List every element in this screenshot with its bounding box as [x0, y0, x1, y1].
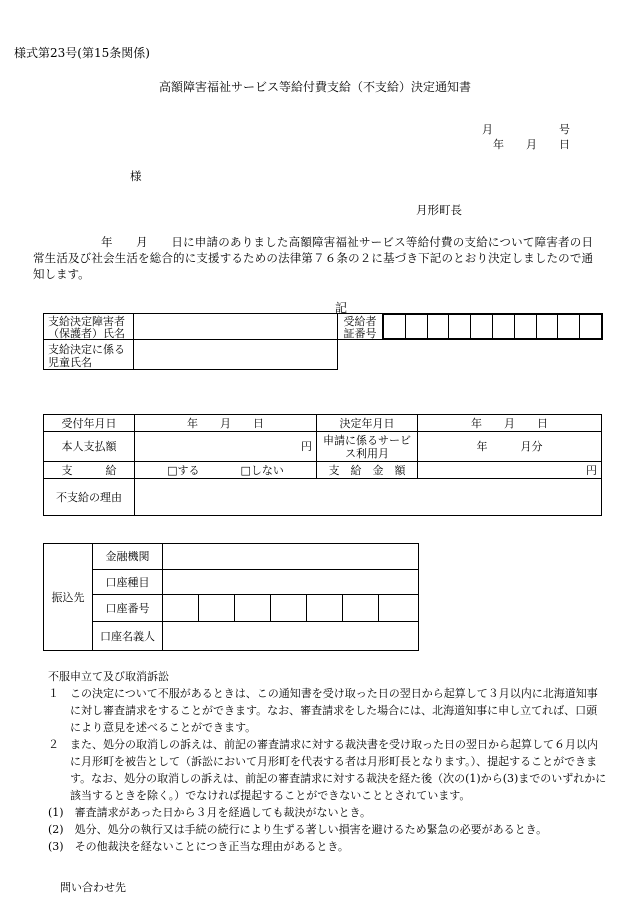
account-type-field[interactable]	[163, 570, 419, 595]
contact-label: 問い合わせ先	[60, 881, 126, 894]
recipient-number-field[interactable]	[382, 313, 603, 340]
reason-field[interactable]	[135, 479, 602, 516]
account-digit-5[interactable]	[307, 595, 343, 622]
decision-table	[43, 414, 602, 516]
option-yes-checkbox[interactable]: □する	[167, 463, 200, 477]
account-digit-3[interactable]	[235, 595, 271, 622]
account-type-label: 口座種目	[93, 570, 163, 595]
received-label: 受付年月日	[44, 415, 135, 432]
account-holder-field[interactable]	[163, 622, 419, 651]
body-text: 年 月 日に申請のありました高額障害福祉サービス等給付費の支給について障害者の日常生活及び社会生活を総合的に支援するための法律第７６条の２に基づき下記のとおり決定しましたので通知します。	[33, 235, 593, 281]
account-holder-label: 口座名義人	[93, 622, 163, 651]
recipient-digit-8[interactable]	[537, 315, 559, 338]
note-sub-3: (3) その他裁決を経ないことにつき正当な理由があるとき。	[48, 840, 349, 853]
service-month-label: 申請に係るサービス利用月	[317, 432, 418, 462]
note-item-1: １ この決定について不服があるときは、この通知書を受け取った日の翌日から起算して３月以内に北海道知事に対し審査請求をすることができます。なお、審査請求をした場合には、北海道知事に申し立てれば、口頭により意見を述べることができます。	[48, 687, 598, 734]
recipient-digit-10[interactable]	[580, 315, 601, 338]
recipient-digit-9[interactable]	[558, 315, 580, 338]
self-pay-value[interactable]: 円	[135, 432, 317, 462]
ki-heading: 記	[334, 301, 347, 315]
child-label: 支給決定に係る児童氏名	[43, 339, 134, 370]
account-digit-2[interactable]	[199, 595, 235, 622]
recipient-digit-3[interactable]	[428, 315, 450, 338]
note-sub-1: (1) 審査請求があった日から３月を経過しても裁決がないとき。	[48, 806, 372, 819]
addressee-suffix: 様	[130, 169, 142, 183]
recipient-digit-2[interactable]	[406, 315, 428, 338]
recipient-digit-7[interactable]	[515, 315, 537, 338]
bank-label: 金融機関	[93, 544, 163, 570]
recipient-digit-5[interactable]	[471, 315, 493, 338]
person-field[interactable]	[133, 313, 338, 340]
amount-label: 支 給 金 額	[317, 462, 418, 479]
date-line: 年 月 日	[493, 138, 570, 151]
applicant-table	[43, 313, 603, 370]
bank-field[interactable]	[163, 544, 419, 570]
account-digit-7[interactable]	[379, 595, 419, 622]
payment-label: 支 給	[44, 462, 135, 479]
appeal-notes	[48, 668, 608, 855]
recipient-label: 受給者証番号	[337, 313, 383, 340]
transfer-label: 振込先	[44, 544, 93, 651]
reason-label: 不支給の理由	[44, 479, 135, 516]
number-line: 月 号	[482, 123, 570, 136]
recipient-digit-6[interactable]	[493, 315, 515, 338]
account-number-label: 口座番号	[93, 595, 163, 622]
issuer: 月形町長	[416, 203, 462, 217]
person-label: 支給決定障害者（保護者）氏名	[43, 313, 134, 340]
notes-heading: 不服申立て及び取消訴訟	[48, 670, 169, 683]
amount-value[interactable]: 円	[418, 462, 602, 479]
account-digit-6[interactable]	[343, 595, 379, 622]
received-value[interactable]: 年 月 日	[135, 415, 317, 432]
note-item-2: ２ また、処分の取消しの訴えは、前記の審査請求に対する裁決書を受け取った日の翌日から起算して６月以内に月形町を被告として（訴訟において月形町を代表する者は月形町長となります。）、提起することができます。なお、処分の取消しの訴えは、前記の審査請求に対する裁決を経た後（次の(1)から(3)までのいずれかに該当するときを除く。）でなければ提起することができないこととされています。	[48, 738, 607, 802]
recipient-digit-1[interactable]	[384, 315, 406, 338]
child-field[interactable]	[133, 339, 338, 370]
decision-label: 決定年月日	[317, 415, 418, 432]
self-pay-label: 本人支払額	[44, 432, 135, 462]
payment-options	[135, 462, 317, 479]
account-digit-4[interactable]	[271, 595, 307, 622]
account-digit-1[interactable]	[163, 595, 199, 622]
decision-value[interactable]: 年 月 日	[418, 415, 602, 432]
form-number: 様式第23号(第15条関係)	[14, 46, 150, 60]
transfer-table	[43, 543, 419, 651]
document-title: 高額障害福祉サービス等給付費支給（不支給）決定通知書	[158, 80, 471, 94]
option-no-checkbox[interactable]: □しない	[240, 463, 284, 477]
note-sub-2: (2) 処分、処分の執行又は手続の続行により生ずる著しい損害を避けるため緊急の必要があるとき。	[48, 823, 548, 836]
recipient-digit-4[interactable]	[449, 315, 471, 338]
service-month-value[interactable]: 年 月分	[418, 432, 602, 462]
